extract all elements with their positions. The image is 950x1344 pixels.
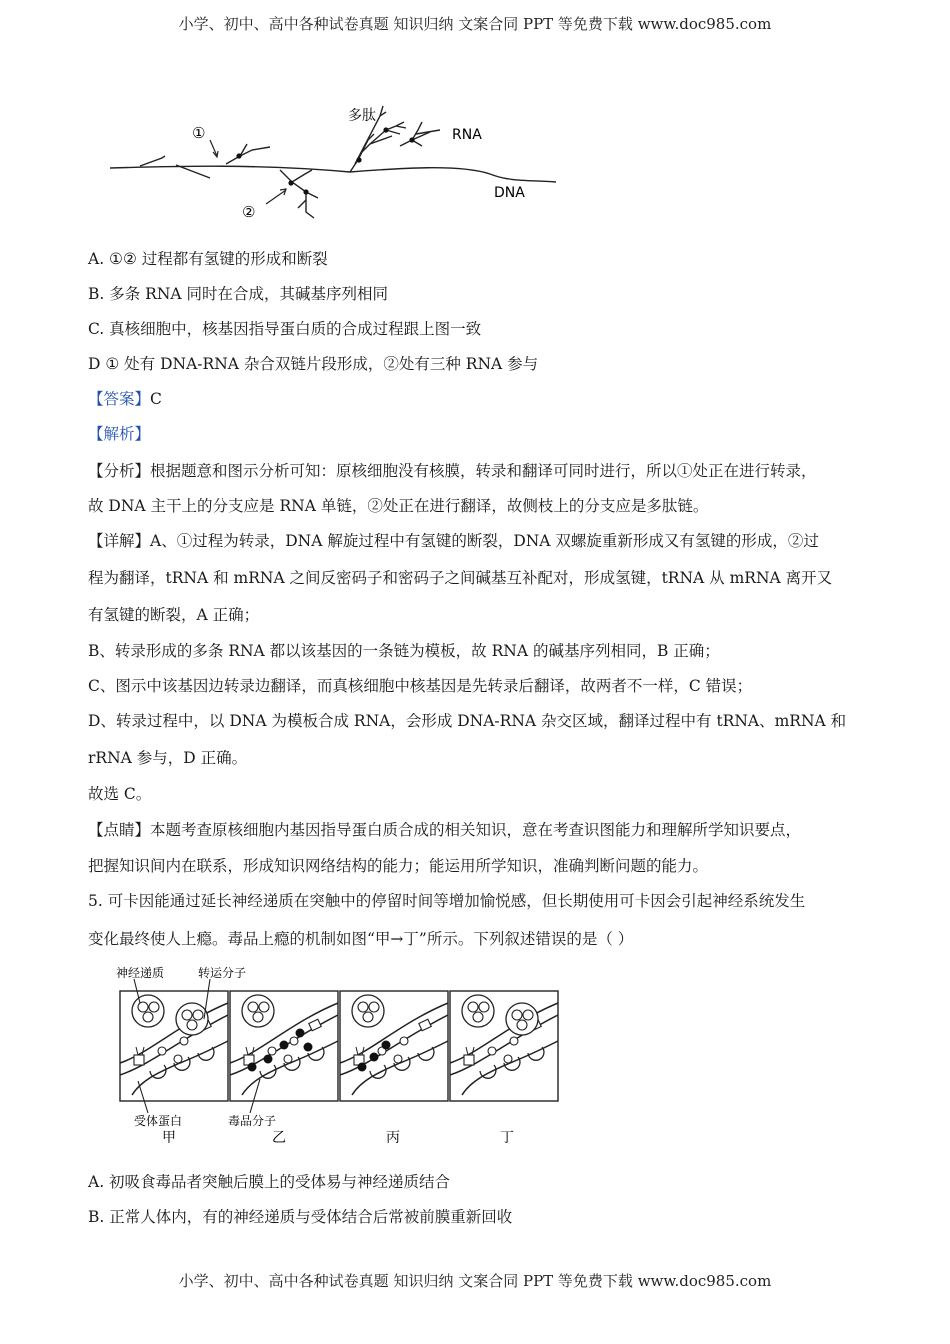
label-peptide: 多肽 <box>348 108 376 124</box>
detail-text-a1: A、①过程为转录，DNA 解旋过程中有氢键的断裂，DNA 双螺旋重新形成又有氢键的形成，②过 <box>150 532 819 550</box>
label-dna: DNA <box>494 185 525 201</box>
panel-label-bing: 丙 <box>386 1130 400 1143</box>
panel-label-jia: 甲 <box>162 1130 176 1143</box>
detail-head: 【详解】 <box>88 532 151 550</box>
label-circle-2: ② <box>242 203 256 221</box>
q5-option-a: A. 初吸食毒品者突触后膜上的受体易与神经递质结合 <box>88 1173 451 1191</box>
synapse-addiction-figure <box>110 963 570 1143</box>
detail-line-b: B、转录形成的多条 RNA 都以该基因的一条链为模板，故 RNA 的碱基序列相同，B 正确； <box>88 642 720 660</box>
q5-stem-1: 5. 可卡因能通过延长神经递质在突触中的停留时间等增加愉悦感，但长期使用可卡因会引起神经系统发生 <box>88 892 806 910</box>
comment-line-1 <box>88 820 801 840</box>
panel-label-yi: 乙 <box>272 1130 286 1143</box>
q5-option-b: B. 正常人体内，有的神经递质与受体结合后常被前膜重新回收 <box>88 1208 513 1226</box>
option-c: C. 真核细胞中，核基因指导蛋白质的合成过程跟上图一致 <box>88 320 482 338</box>
detail-line-c: C、图示中该基因边转录边翻译，而真核细胞中核基因是先转录后翻译，故两者不一样，C 错误； <box>88 677 753 695</box>
q5-stem-2: 变化最终使人上瘾。毒品上瘾的机制如图“甲→丁”所示。下列叙述错误的是（ ） <box>88 930 634 948</box>
arrow-2 <box>266 190 286 204</box>
detail-line-a1 <box>88 531 819 551</box>
page-footer: 小学、初中、高中各种试卷真题 知识归纳 文案合同 PPT 等免费下载 www.doc985.com <box>178 1272 772 1290</box>
analysis-text-1: 根据题意和图示分析可知：原核细胞没有核膜，转录和翻译可同时进行，所以①处正在进行转录， <box>150 462 817 480</box>
panel-yi <box>230 991 338 1101</box>
detail-line-a3: 有氢键的断裂，A 正确； <box>88 606 260 624</box>
analysis-head: 【分析】 <box>88 462 151 480</box>
analysis-tag: 【解析】 <box>88 425 151 443</box>
answer-value: C <box>150 390 162 408</box>
answer-tag: 【答案】 <box>88 390 151 408</box>
comment-head: 【点睛】 <box>88 821 151 839</box>
detail-line-d1: D、转录过程中，以 DNA 为模板合成 RNA，会形成 DNA-RNA 杂交区域，翻译过程中有 tRNA、mRNA 和 <box>88 712 847 730</box>
option-d: D ① 处有 DNA-RNA 杂合双链片段形成，②处有三种 RNA 参与 <box>88 355 539 373</box>
analysis-line-2: 故 DNA 主干上的分支应是 RNA 单链，②处正在进行翻译，故侧枝上的分支应是多肽链。 <box>88 497 709 515</box>
comment-line-2: 把握知识间内在联系，形成知识网络结构的能力；能运用所学知识，准确判断问题的能力。 <box>88 857 709 875</box>
label-rna: RNA <box>452 127 482 143</box>
page-header: 小学、初中、高中各种试卷真题 知识归纳 文案合同 PPT 等免费下载 www.doc985.com <box>178 15 772 33</box>
option-a: A. ①② 过程都有氢键的形成和断裂 <box>88 250 328 268</box>
analysis-line-1 <box>88 461 817 481</box>
detail-line-a2: 程为翻译，tRNA 和 mRNA 之间反密码子和密码子之间碱基互补配对，形成氢键，tRNA 从 mRNA 离开又 <box>88 569 833 587</box>
panel-label-ding: 丁 <box>500 1130 514 1143</box>
label-transporter: 转运分子 <box>198 966 247 980</box>
panel-ding <box>450 991 558 1101</box>
label-neurotransmitter: 神经递质 <box>116 966 165 980</box>
label-drug: 毒品分子 <box>228 1114 277 1128</box>
analysis-tag-line <box>88 424 150 444</box>
transcription-translation-figure <box>100 100 580 230</box>
panel-bing <box>340 991 448 1101</box>
label-circle-1: ① <box>192 124 206 142</box>
answer-line <box>88 389 162 409</box>
comment-text-1: 本题考查原核细胞内基因指导蛋白质合成的相关知识，意在考查识图能力和理解所学知识要点， <box>150 821 802 839</box>
arrow-1 <box>210 140 217 156</box>
panel-jia <box>120 991 228 1101</box>
option-b: B. 多条 RNA 同时在合成，其碱基序列相同 <box>88 285 389 303</box>
label-receptor: 受体蛋白 <box>134 1114 183 1128</box>
detail-line-d2: rRNA 参与，D 正确。 <box>88 749 248 767</box>
choose-line: 故选 C。 <box>88 785 152 803</box>
